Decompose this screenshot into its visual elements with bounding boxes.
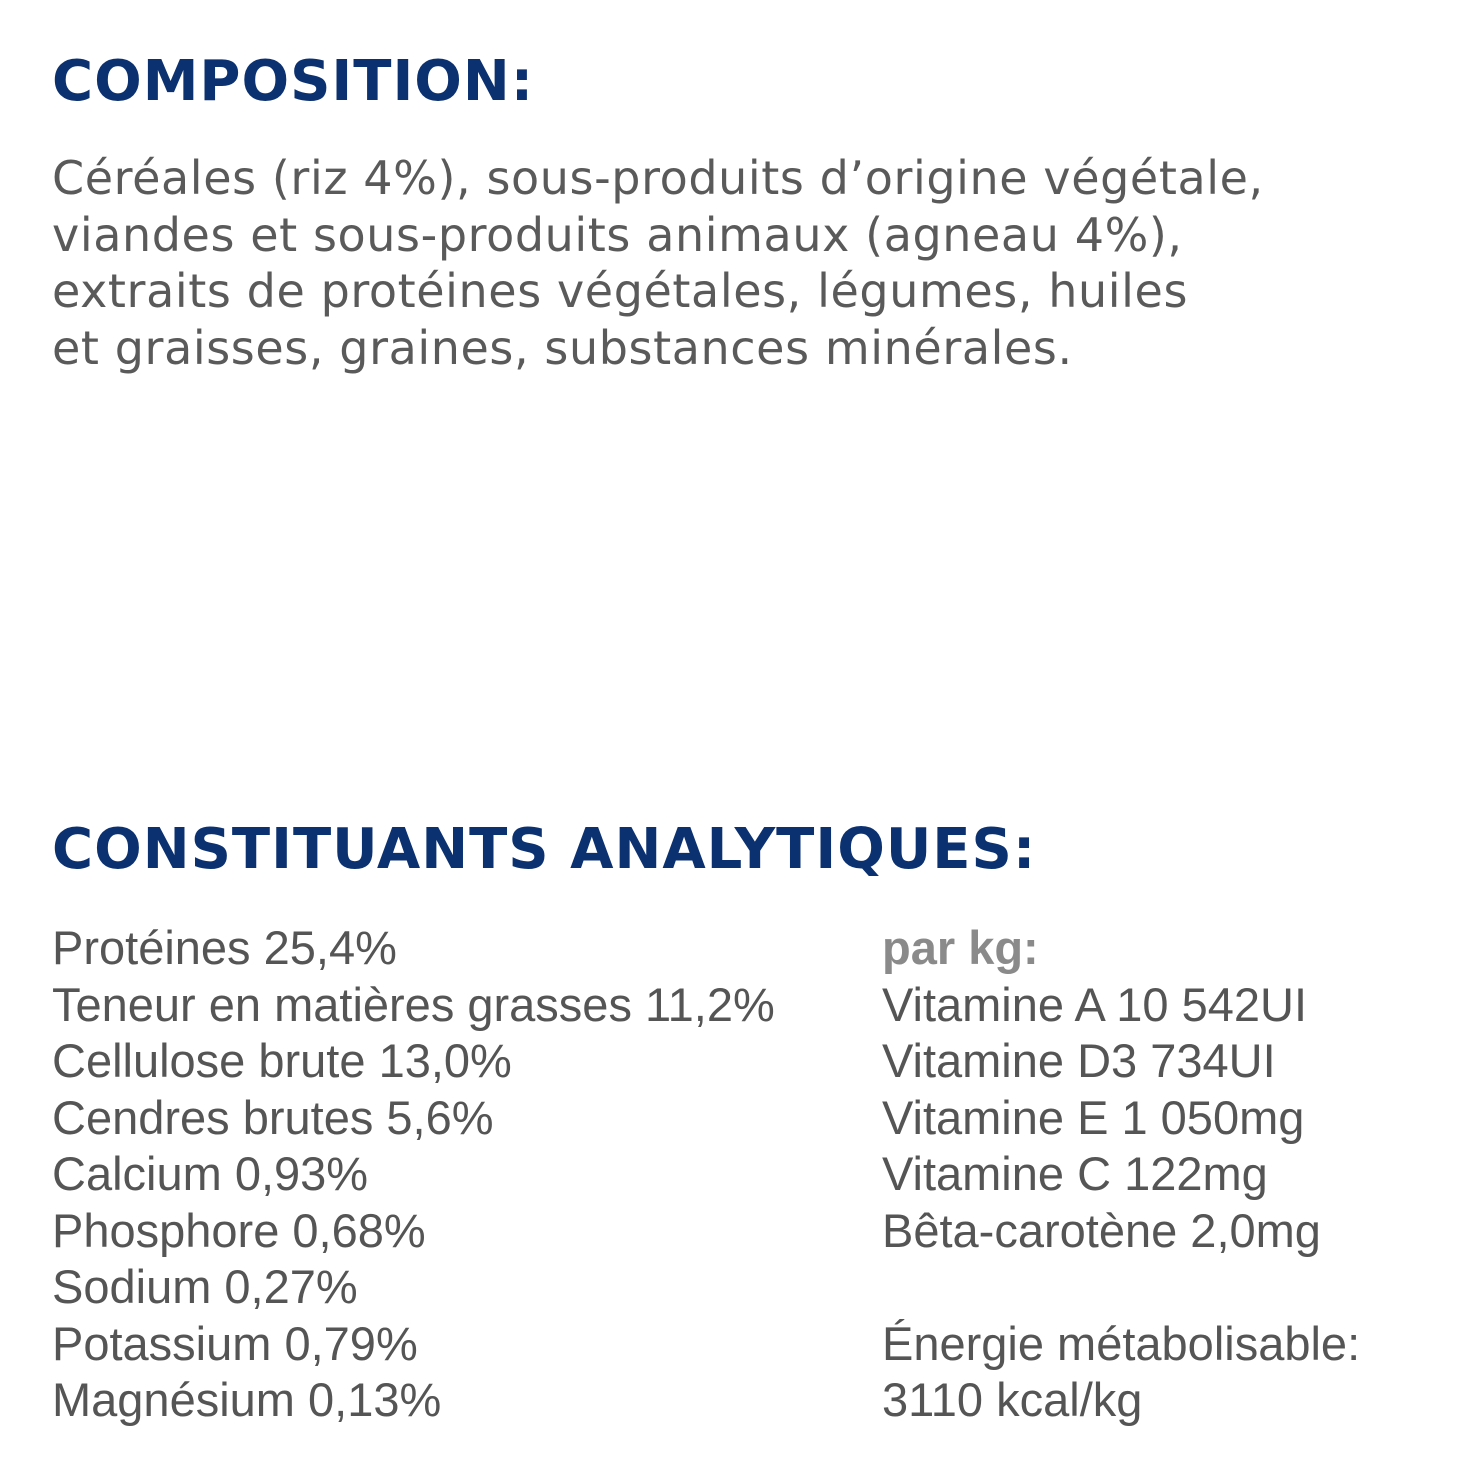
- list-spacer: [882, 1259, 1462, 1316]
- per-kg-heading: par kg:: [882, 921, 1039, 974]
- vitamin-item: Bêta-carotène 2,0mg: [882, 1203, 1321, 1257]
- composition-line: Céréales (riz 4%), sous-produits d’origine végétale,: [52, 151, 1264, 205]
- nutrient-item: Phosphore 0,68%: [52, 1203, 426, 1257]
- composition-heading: COMPOSITION:: [52, 49, 535, 114]
- composition-line: extraits de protéines végétales, légumes, huiles: [52, 264, 1189, 318]
- vitamin-item: Vitamine A 10 542UI: [882, 977, 1308, 1031]
- constituants-heading: CONSTITUANTS ANALYTIQUES:: [52, 817, 1037, 882]
- nutrient-item: Cendres brutes 5,6%: [52, 1090, 494, 1144]
- energy-label: Énergie métabolisable:: [882, 1316, 1361, 1370]
- nutrient-item: Protéines 25,4%: [52, 921, 397, 974]
- nutrient-item: Sodium 0,27%: [52, 1260, 358, 1313]
- vitamin-item: Vitamine D3 734UI: [882, 1034, 1276, 1087]
- nutrients-list: [52, 920, 852, 1429]
- vitamin-item: Vitamine E 1 050mg: [882, 1090, 1305, 1144]
- nutrient-item: Cellulose brute 13,0%: [52, 1034, 512, 1087]
- vitamins-list: [882, 920, 1462, 1429]
- composition-line: viandes et sous-produits animaux (agneau 4%),: [52, 207, 1183, 262]
- vitamin-item: Vitamine C 122mg: [882, 1147, 1268, 1200]
- energy-value: 3110 kcal/kg: [882, 1373, 1143, 1426]
- composition-line: et graisses, graines, substances minérales.: [52, 320, 1073, 375]
- nutrient-item: Calcium 0,93%: [52, 1147, 369, 1200]
- nutrient-item: Magnésium 0,13%: [52, 1373, 442, 1426]
- composition-text: [52, 150, 1442, 376]
- nutrient-item: Teneur en matières grasses 11,2%: [52, 977, 775, 1031]
- nutrient-item: Potassium 0,79%: [52, 1316, 418, 1370]
